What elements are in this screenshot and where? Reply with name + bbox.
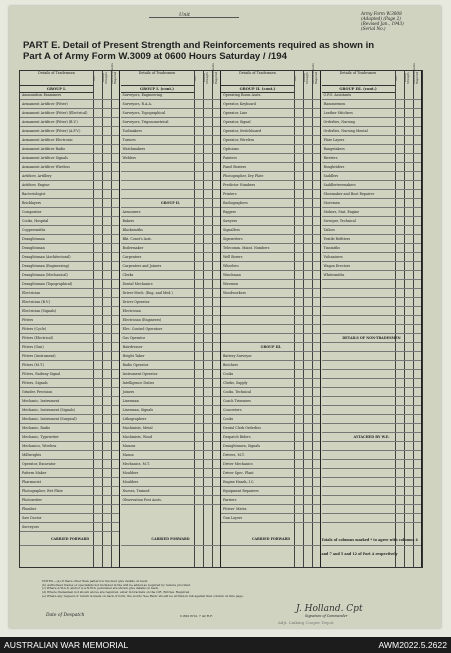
trade-row: Machinists, Wood <box>121 433 221 442</box>
carried-forward-row: CARRIED FORWARD <box>221 532 321 546</box>
trade-row: Equipment Repairers <box>221 487 321 496</box>
trade-row <box>322 496 422 505</box>
group-heading: GROUP III. (cont.) <box>322 85 395 93</box>
form-title: PART E. Detail of Present Strength and Reinforcements required as shown in Part A of Army Form W.3009 at 0600 Hours Saturday / /194 <box>23 40 375 62</box>
trade-row: Joiners <box>121 388 221 397</box>
trade-row: Carpenters <box>121 253 221 262</box>
trade-row: Saw Doctor <box>20 514 120 523</box>
trade-row: Boilermaker <box>121 244 221 253</box>
trade-row: Dental Clerk Orderlies <box>221 424 321 433</box>
trade-row <box>221 334 321 343</box>
trade-row: Coppersmiths <box>20 226 120 235</box>
trade-row <box>121 190 221 199</box>
trade-row: Signwriters <box>221 235 321 244</box>
trade-row: Draughtsman (Architectural) <box>20 253 120 262</box>
trade-row: Fitters (Gun) <box>20 343 120 352</box>
trade-row: Operator, Switchboard <box>221 127 321 136</box>
trade-row: Telecomm. Maint. Numbers <box>221 244 321 253</box>
detail-header: Details of Tradesmen <box>339 71 377 75</box>
trade-row: Linesman <box>121 397 221 406</box>
trade-row: Dental Mechanics <box>121 280 221 289</box>
unit-label: Unit <box>179 12 191 18</box>
trade-row <box>221 325 321 334</box>
trade-row: Turners <box>121 136 221 145</box>
trade-row: Gun Layers <box>221 514 321 523</box>
trade-row: Moulders <box>121 469 221 478</box>
trade-row: Fitters (Electrical) <box>20 334 120 343</box>
date-of-despatch: Date of Despatch <box>46 613 85 618</box>
trade-row <box>221 307 321 316</box>
signature: J. Holland. Cpt <box>296 604 363 614</box>
carried-forward-row: CARRIED FORWARD <box>20 532 120 546</box>
trade-row: Fitters' Mates <box>221 505 321 514</box>
trade-row: Sweeper, Technical <box>322 217 422 226</box>
trade-row: Surveyors, Engineering <box>121 91 221 100</box>
column-header-1: W.E. <box>193 75 197 81</box>
trade-row: Artificer, Engine <box>20 181 120 190</box>
trade-row: Winchman <box>221 271 321 280</box>
column-header-1: W.E. <box>93 75 96 81</box>
trade-row <box>322 352 422 361</box>
trade-row: Shoemaker and Boot Repairer <box>322 190 422 199</box>
trade-row: Fitters, Railway Signal <box>20 370 120 379</box>
trade-row: Fitters, Signals <box>20 379 120 388</box>
trade-row: Observation Post Assts. <box>121 496 221 505</box>
trade-row: Painters <box>221 154 321 163</box>
trade-row: Rangetakers <box>322 145 422 154</box>
trade-row <box>322 451 422 460</box>
trade-row <box>221 316 321 325</box>
unit-stamp: Adjt. Linking Cooper Depot <box>278 620 334 625</box>
trade-row <box>322 325 422 334</box>
trade-row: Armament Artificer (Fitter) (B.V.) <box>20 118 120 127</box>
trade-row <box>322 307 422 316</box>
trade-row: Artificer, Artillery <box>20 172 120 181</box>
column-header-2: Posted Strength <box>403 72 410 84</box>
column-header-2: Posted Strength <box>303 72 309 84</box>
trade-row <box>322 424 422 433</box>
trade-row <box>322 280 422 289</box>
trade-row <box>322 415 422 424</box>
trade-row: Bricklayers <box>20 199 120 208</box>
trade-row: Bkt. Const's Asst. <box>121 235 221 244</box>
trade-row: Driver Spec. Plant <box>221 469 321 478</box>
archive-id: AWM2022.5.2622 <box>378 640 447 650</box>
trade-row: Hairdresser <box>121 343 221 352</box>
trade-row: Watchmakers <box>121 145 221 154</box>
trade-row: Pattern Maker <box>20 469 120 478</box>
trade-row: Armament Artificer Electronic <box>20 136 120 145</box>
trade-row: Grinder, Precision <box>20 388 120 397</box>
trade-row: Draughtsman (Engineering) <box>20 262 120 271</box>
trade-row: Signallers <box>221 226 321 235</box>
trade-row: Driver Mechanics <box>221 460 321 469</box>
trade-row: Welders <box>121 154 221 163</box>
trade-row <box>322 388 422 397</box>
trade-row: Textile Refitters <box>322 235 422 244</box>
unit-line <box>149 17 239 18</box>
column-header-3: Reinforcements Required <box>211 63 218 84</box>
trade-row: Draughtsman (Topographical) <box>20 280 120 289</box>
trade-row: Carpenters and Joiners <box>121 262 221 271</box>
trade-row: Riggers <box>221 208 321 217</box>
trade-row <box>322 478 422 487</box>
trade-row: Compositor <box>20 208 120 217</box>
trade-row: Panel Beaters <box>221 163 321 172</box>
trade-row <box>322 397 422 406</box>
trade-row: Saddlers <box>322 172 422 181</box>
form-reference: Army Form W.3008 (Adapted) (Page 2) (Revised Jan., 1943) (Serial No.) <box>361 11 404 31</box>
trade-row: ATTACHED BY W.E. <box>322 433 422 442</box>
trade-row: Butchers <box>221 361 321 370</box>
trade-row: Height Taker <box>121 352 221 361</box>
column-header-3: Reinforcements Required <box>312 63 318 84</box>
trade-row: Coach Trimmers <box>221 397 321 406</box>
trade-row: Photographer, Dry Plate <box>221 172 321 181</box>
trade-row: Fitters (Instrument) <box>20 352 120 361</box>
trade-row: Clerks, Supply <box>221 379 321 388</box>
trade-row <box>322 343 422 352</box>
carried-forward-row: Totals of columns marked * to agree with columns 4 and 7 and 5 and 12 of Part A respectively <box>322 532 422 546</box>
trade-row: Armament Artificer (Fitter) (Electrical) <box>20 109 120 118</box>
trade-row: Orderlies, Nursing <box>322 118 422 127</box>
trade-row <box>221 298 321 307</box>
trade-row <box>322 361 422 370</box>
trade-row: Wiremen <box>221 280 321 289</box>
trade-row: Electrician (Signals) <box>20 307 120 316</box>
trade-row: Electrician <box>20 289 120 298</box>
trade-row: Pharmacist <box>20 478 120 487</box>
trade-row: Saddlertreemakers <box>322 181 422 190</box>
trade-row: Roughriders <box>322 163 422 172</box>
trade-row: Armourers <box>121 208 221 217</box>
trade-row: GROUP II. <box>121 199 221 208</box>
trade-row: Fitters <box>20 316 120 325</box>
trade-row: Surveyors, R.A.A. <box>121 100 221 109</box>
trade-row <box>322 487 422 496</box>
trade-row: Draughtsman (Mechanical) <box>20 271 120 280</box>
trade-row: Cooks <box>221 370 321 379</box>
trade-row: Photographer, Wet Plate <box>20 487 120 496</box>
trade-row: Operator, Line <box>221 109 321 118</box>
trade-row: Mechanic, Instrument <box>20 397 120 406</box>
trade-row: G.P.O. Assistants <box>322 91 422 100</box>
column-header-2: Posted Strength <box>102 72 108 84</box>
trade-row <box>322 370 422 379</box>
column-header-3: Reinforcements Required <box>111 63 117 84</box>
trade-row: Driver Mech. (Eng. and Med.) <box>121 289 221 298</box>
trade-row: Wheelers <box>221 262 321 271</box>
detail-header: Details of Tradesmen <box>239 71 276 75</box>
trade-row: Electrician (B.V.) <box>20 298 120 307</box>
trade-row: Orderlies, Nursing Mental <box>322 127 422 136</box>
trade-row: Radio Operator <box>121 361 221 370</box>
trade-row: Woodworkers <box>221 289 321 298</box>
group-heading: GROUP II. (cont.) <box>221 85 294 93</box>
trade-row: Instrument Operator <box>121 370 221 379</box>
trade-row: Armament Artificer Wireless <box>20 163 120 172</box>
trade-row: Plate Layers <box>322 136 422 145</box>
trade-row: Printers <box>221 190 321 199</box>
trade-row <box>322 505 422 514</box>
trade-row: Cooks <box>221 415 321 424</box>
trade-row: Opticians <box>221 145 321 154</box>
trade-row: Mechanic, Typewriter <box>20 433 120 442</box>
trade-row: Tailors <box>322 226 422 235</box>
trade-row: Gas Operator <box>121 334 221 343</box>
trade-row: Predictor Numbers <box>221 181 321 190</box>
signature-caption: Signature of Commander <box>305 614 348 618</box>
trade-row: Operator, Signal <box>221 118 321 127</box>
trade-row: Cooks, Hospital <box>20 217 120 226</box>
trade-row: Elec. Control Operators <box>121 325 221 334</box>
trade-row: Moulders <box>121 478 221 487</box>
trade-row: Photowriter <box>20 496 120 505</box>
trade-row: Bacteriologist <box>20 190 120 199</box>
trade-row <box>121 163 221 172</box>
section-divider <box>421 71 422 567</box>
trade-row: Radiographers <box>221 199 321 208</box>
trade-row: Operator, Wireless <box>221 136 321 145</box>
trade-row: Armament Artificer Signals <box>20 154 120 163</box>
trade-row: Battery Surveyor <box>221 352 321 361</box>
archive-footer <box>0 637 451 653</box>
column-header-1: W.E. <box>394 75 398 81</box>
detail-header: Details of Tradesmen <box>138 71 176 75</box>
trade-row: Wagon Erectors <box>322 262 422 271</box>
trade-row <box>322 406 422 415</box>
trade-row: Hammermen <box>322 100 422 109</box>
trade-row: Bakers <box>121 217 221 226</box>
archive-name: AUSTRALIAN WAR MEMORIAL <box>4 640 129 650</box>
trade-row: Lithographers <box>121 415 221 424</box>
trade-row: Nurses, Trained <box>121 487 221 496</box>
trade-row: Electrician (Engineers) <box>121 316 221 325</box>
trade-row: Surveyors, Trigonometrical <box>121 118 221 127</box>
trade-row: Toolmakers <box>121 127 221 136</box>
trade-row: Masons <box>121 442 221 451</box>
trade-row: Electrician <box>121 307 221 316</box>
trade-row: Mechanics, Wireless <box>20 442 120 451</box>
trade-row: Sawyers <box>221 217 321 226</box>
column-header-3: Reinforcements Required <box>412 63 419 84</box>
trade-row: Driver Operator <box>121 298 221 307</box>
trade-row: Engine Hands, I.C. <box>221 478 321 487</box>
group-heading: GROUP I. <box>20 85 93 93</box>
trade-row: Whitesmiths <box>322 271 422 280</box>
trade-row: Draughtsman <box>20 235 120 244</box>
trade-row: Linesman, Signals <box>121 406 221 415</box>
trade-row <box>322 289 422 298</box>
trade-row: Surveyors <box>20 523 120 532</box>
trade-row: Machinists, Metal <box>121 424 221 433</box>
trade-row: Mechanics, M.T. <box>121 460 221 469</box>
trade-row: Mechanic, Instrument (Signals) <box>20 406 120 415</box>
trade-row: DETAILS OF NON-TRADESMEN <box>322 334 422 343</box>
printer-code: C.800 Prtd. 7 42 R.F. <box>180 614 213 618</box>
trade-row: Fitters (Cycle) <box>20 325 120 334</box>
trade-row: Fitters (M.T.) <box>20 361 120 370</box>
trade-row: Armament Artificer (Fitter) <box>20 100 120 109</box>
trade-row: Blacksmiths <box>121 226 221 235</box>
trade-row: Draughtsman <box>20 244 120 253</box>
trade-row <box>322 442 422 451</box>
trade-row: Ammunition Examiners <box>20 91 120 100</box>
trade-row <box>322 379 422 388</box>
trade-row: Armament Artificer Radio <box>20 145 120 154</box>
trade-row: Cooks, Technical <box>221 388 321 397</box>
trade-row <box>322 316 422 325</box>
carried-forward-row: CARRIED FORWARD <box>121 532 221 546</box>
trade-row: Surveyors, Topographical <box>121 109 221 118</box>
trade-row: Leather Stitchers <box>322 109 422 118</box>
trade-row: Tinsmiths <box>322 244 422 253</box>
column-header-1: W.E. <box>294 75 297 81</box>
trade-row <box>322 298 422 307</box>
trade-row: Operating Room Assts. <box>221 91 321 100</box>
trade-row <box>121 181 221 190</box>
trade-row: Riveters <box>322 154 422 163</box>
trade-row: Armament Artificer (Fitter) (A.F.V.) <box>20 127 120 136</box>
detail-header: Details of Tradesmen <box>38 71 75 75</box>
column-header-2: Posted Strength <box>202 72 209 84</box>
trade-row: Operator, Excavator <box>20 460 120 469</box>
trade-row <box>322 460 422 469</box>
trade-row: Clerks <box>121 271 221 280</box>
trade-row: Stokers, Stat. Engine <box>322 208 422 217</box>
trade-row: Plumber <box>20 505 120 514</box>
trade-row: Millwrights <box>20 451 120 460</box>
trade-row: Intelligence Duties <box>121 379 221 388</box>
trade-row: Mechanic, Radio <box>20 424 120 433</box>
notes-section: NOTES.—(a) If there other than pattern is involved give details on back. (b) Authorised trades or specialists not included in the will be added as required by remote provided. (c) Where A.W.A.S. and/or A.A.N.W.S. personnel are shown give details on back. (d) Where tradesmen not shown above are required, enter in brackets on the O.R. Entries. Required. (e) Where any request or return is made on back of form, the words 'See Back' should be written in ink against that column on this page. <box>42 579 244 598</box>
trade-row <box>121 172 221 181</box>
trade-row: Drivers, M.T. <box>221 451 321 460</box>
trade-row <box>322 469 422 478</box>
group-heading: GROUP I. (cont.) <box>121 85 194 93</box>
trade-row: Well Borers <box>221 253 321 262</box>
strength-table <box>19 63 423 568</box>
trade-row: Vulcanisers <box>322 253 422 262</box>
trade-row: Farriers <box>221 496 321 505</box>
trade-row: Mechanic, Instrument (Surgical) <box>20 415 120 424</box>
trade-row: Storemen <box>322 199 422 208</box>
trade-row <box>322 514 422 523</box>
trade-row: Mason <box>121 451 221 460</box>
trade-row: GROUP III. <box>221 343 321 352</box>
trade-row: Despatch Riders <box>221 433 321 442</box>
trade-row: Operator, Keyboard <box>221 100 321 109</box>
trade-row: Concreters <box>221 406 321 415</box>
trade-row: Draughtsmen, Signals <box>221 442 321 451</box>
